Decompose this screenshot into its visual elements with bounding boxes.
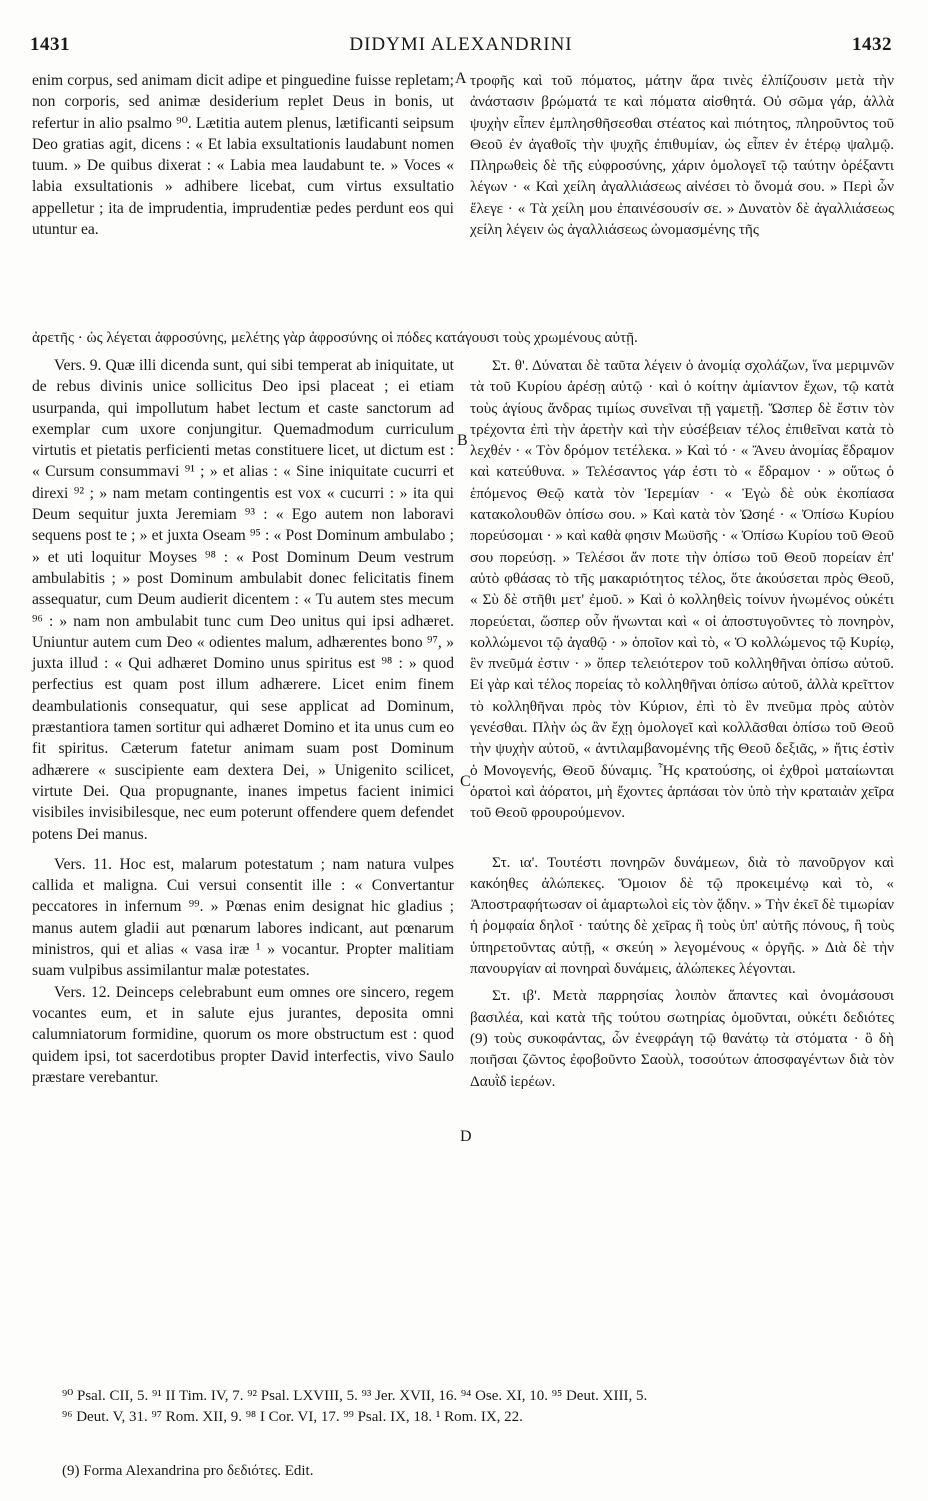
editorial-note: (9) Forma Alexandrina pro δεδιότες. Edit. xyxy=(62,1463,314,1479)
margin-letter-c: C xyxy=(460,773,471,790)
latin-column-top xyxy=(32,70,454,240)
margin-letter-a: A xyxy=(455,70,467,87)
footnotes xyxy=(62,1386,902,1428)
margin-letter-b: B xyxy=(457,432,468,449)
page-header xyxy=(30,34,892,64)
greek-column-main xyxy=(470,355,894,1092)
greek-column-top xyxy=(470,70,894,240)
greek-full-width-line: ἀρετῆς · ὡς λέγεται ἀφροσύνης, μελέτης γὰρ ἀφροσύνης οἱ πόδες κατάγουσι τοὺς χρωμένους αὐτῇ. xyxy=(32,329,638,346)
greek-paragraph-st-11: Στ. ια'. Τουτέστι πονηρῶν δυνάμεων, διὰ τὸ πανοῦργον καὶ κακόηθες ἀλώπεκες. Ὅμοιον δὲ τῷ προκειμένῳ καὶ τὸ, « Ἀποστραφήτωσαν οἱ ἁμαρτωλοὶ εἰς τὸν ᾅδην. » Τὴν ἐκεῖ δὲ τιμωρίαν ἡ ῥομφαία δηλοῖ · ταύτης δὲ χεῖρας ἢ τοὺς ὑπ' αὐτῆς πόνους, ἢ τοὺς ὑπηρετοῦντας αὐτῇ, « σκεύη » λεγομένους « ὀργῆς. » Διὰ δὲ τὴν πανουργίαν αἱ πονηραὶ δυνάμεις, ἀλώπεκες λέγονται. xyxy=(470,853,894,978)
latin-paragraph-1: enim corpus, sed animam dicit adipe et pinguedine fuisse repletam; non corporis, sed animæ desiderium replet Deus in bonis, ut refertur in alio psalmo ⁹⁰. Lætitia autem plenus, lætificanti seipsum Deo gratias agit, dicens : « Et labia exsultationis laudabunt nomen tuum. » De quibus dixerat : « Labia mea laudabunt te. » Voces « labia exsultationis » adhibere licebat, cum virtus exsultatio appelletur ; ita de imprudentia, imprudentiæ pedes perdunt eos qui utuntur ea. xyxy=(32,72,454,239)
greek-paragraph-st-9: Στ. θ'. Δύναται δὲ ταῦτα λέγειν ὁ ἀνομίᾳ σχολάζων, ἵνα μεριμνῶν τὰ τοῦ Κυρίου ἀρέσῃ αὐτῷ · καὶ ὁ κοίτην ἀμίαντον ἔχων, τῷ κατὰ τοὺς ἁγίους ἄνδρας τιμίως συνεῖναι τῇ γαμετῇ. Ὥσπερ δὲ ἔστιν τὸν τρέχοντα ἐπὶ τὴν ἀρετὴν καὶ τὴν εὐσέβειαν τέλος ἐπιθεῖναι κατὰ τὸ λεχθέν · « Τὸν δρόμον τετέλεκα. » Καὶ τό · « Ἄνευ ἀνομίας ἔδραμον καὶ κατεύθυνα. » Τελέσαντος γάρ ἐστι τὸ « ἔδραμον · » οὕτως ὁ ἑπόμενος Θεῷ κατὰ τὸν Ἱερεμίαν · « Ἐγὼ δὲ οὐκ ἐκοπίασα κατακολουθῶν ὀπίσω σου. » Καὶ κατὰ τὸν Ὠσηέ · « Ὀπίσω Κυρίου πορεύσομαι · » καὶ καθὰ φησιν Μωϋσῆς · « Ὀπίσω Κυρίου τοῦ Θεοῦ σου πορεύσῃ. » Τελέσοι ἄν ποτε τὴν ὀπίσω τοῦ Θεοῦ πορείαν ἐπ' αὐτὸ φθάσας τὸ τῆς μακαριότητος τέλος, ὅτε ἀκούσεται πρὸς Θεοῦ, « Σὺ δὲ στῆθι μετ' ἐμοῦ. » Καὶ ὁ κολληθεὶς τοίνυν ἡνωμένος οὐκέτι πορεύεται, ὥσπερ οὖν ἥνωνται καὶ « οἱ ἀποστυγοῦντες τὸ πονηρὸν, κολλώμενοι τῷ ἀγαθῷ · » ὁποῖον καὶ τὸ, « Ὁ κολλώμενος τῷ Κυρίῳ, ἓν πνεῦμά ἐστιν · » ὅπερ τελειότερον τοῦ κολληθῆναι ὀπίσω αὐτοῦ. Εἰ γὰρ καὶ τέλος πορείας τὸ κολληθῆναι ὀπίσω αὐτοῦ, ἀλλὰ κρεῖττον τὸ κολληθῆναι πρὸς τὸν Κύριον, ἐπὶ τὸ ἓν πνεῦμα πρὸς αὐτὸν γενέσθαι. Πλὴν ὡς ἂν ἔχῃ ὁμολογεῖ καὶ κολλᾶσθαι ὀπίσω τοῦ Θεοῦ τὴν ψυχὴν αὐτοῦ, « ἀντιλαμβανομένης τῆς Θεοῦ δεξιᾶς, » ἥτις ἐστὶν ὁ Μονογενής, Θεοῦ δύναμις. Ἧς κρατούσης, οἱ ἐχθροὶ ματαίωνται ὁρατοὶ καὶ ἀόρατοι, μὴ ἔχοντες ἁρπάσαι τὸν ὑπὸ τὴν κραταιὰν χεῖρα τοῦ Θεοῦ φρουρούμενον. xyxy=(470,357,894,822)
latin-column-main xyxy=(32,355,454,1088)
footnote-line-1: ⁹⁰ Psal. CII, 5. ⁹¹ II Tim. IV, 7. ⁹² Psal. LXVIII, 5. ⁹³ Jer. XVII, 16. ⁹⁴ Ose. XI, 10. ⁹⁵ Deut. XIII, 5. xyxy=(62,1388,648,1404)
greek-paragraph-1: τροφῆς καὶ τοῦ πόματος, μάτην ἄρα τινὲς ἐλπίζουσιν μετὰ τὴν ἀνάστασιν βρώματά τε καὶ πόματα αἰσθητά. Οὐ σῶμα γάρ, ἀλλὰ ψυχὴν εἶπεν ἐμπλησθῆσεσθαι στέατος καὶ πιότητος, πληροῦντος τοῦ Θεοῦ ἐν ἀγαθοῖς τὴν ψυχῆς ἐπιθυμίαν, ὡς εἶπεν ἐν ἑτέρῳ ψαλμῷ. Πληρωθεὶς δὲ τῆς εὐφροσύνης, χάριν ὁμολογεῖ τῷ ταύτην ὀρέξαντι λέγων · « Καὶ χείλη ἀγαλλιάσεως αἰνέσει τὸ ὄνομά σου. » Περὶ ὧν ἔλεγε · « Τὰ χείλη μου ἐπαινέσουσίν σε. » Δυνατὸν δὲ ἀγαλλιάσεως χείλη λέγειν ὡς ἀγαλλιάσεως ὠνομασμένης τῆς xyxy=(470,72,894,239)
greek-paragraph-st-12: Στ. ιβ'. Μετὰ παρρησίας λοιπὸν ἅπαντες καὶ ὀνομάσουσι βασιλέα, καὶ κατὰ τῆς τούτου σωτηρίας ὀμοῦνται, οὐκέτι δεδιότες (9) τοὺς συκοφάντας, ὧν ἐνεφράγη τῷ θανάτῳ τὰ στόματα · ὃ δὴ ποιῆσαι ζῶντος ἐφοβοῦντο Σαοὺλ, τοσούτων ἀποσφαγέντων διὰ τὸν Δαυῒδ ἱερέων. xyxy=(470,987,894,1090)
latin-paragraph-vers-11: Vers. 11. Hoc est, malarum potestatum ; nam natura vulpes callida et maligna. Cui versui consentit ille : « Convertantur peccatores in infernum ⁹⁹. » Pœnas enim designat hic gladius ; manus autem gladii aut pœnarum labores indicant, aut pœnarum ministros, qui et alias « vasa iræ ¹ » vocantur. Propter malitiam suam vulpibus assimilantur malæ potestates. xyxy=(32,855,454,980)
page-number-left: 1431 xyxy=(30,34,70,55)
latin-paragraph-vers-9: Vers. 9. Quæ illi dicenda sunt, qui sibi temperat ab iniquitate, ut de rebus divinis unice sollicitus Deo ipsi placeat ; ei etiam usurpanda, qui impollutum habet lectum et caste sanctorum ad exemplar cum uxore conjungitur. Quemadmodum curriculum virtutis et pietatis perficienti metas constituere licet, ut dictum est : « Cursum consummavi ⁹¹ ; » et alias : « Sine iniquitate cucurri et direxi ⁹² ; » nam metam contingentis est vox « cucurri : » ita qui Deum sequitur juxta Jeremiam ⁹³ : « Ego autem non laboravi sequens post te ; » et juxta Oseam ⁹⁵ : « Post Dominum ambulabo ; » et uti loquitur Moyses ⁹⁸ : « Post Dominum Deum vestrum ambulabitis ; » post Dominum ambulabit donec felicitatis finem assequatur, cum Deum audierit dicentem : « Tu autem stes mecum ⁹⁶ : » nam non ambulabit tunc cum Deo unitus qui ipsi adhæret. Uniuntur autem cum Deo « odientes malum, adhærentes bono ⁹⁷, » juxta illud : « Qui adhæret Domino unus spiritus est ⁹⁸ : » quod perfectius est quam post illum adhærere. Licet enim finem deambulationis consequatur, qui sese applicat ad Dominum, præstantiora tamen sortitur qui adhæret Domino et ita unus cum eo fit spiritus. Cæterum fatetur animam suam post Dominum adhærere « suscipiente eam dextera Dei, » Unigenito scilicet, virtute Dei. Qua propugnante, inanes impetus facient inimici visibiles invisibilesque, nec eum poterunt offendere quem defendet potens Dei manus. xyxy=(32,357,454,843)
margin-letter-d: D xyxy=(460,1128,472,1145)
running-title: DIDYMI ALEXANDRINI xyxy=(349,34,573,55)
latin-paragraph-vers-12: Vers. 12. Deinceps celebrabunt eum omnes ore sincero, regem vocantes eum, et in salute ejus jurantes, deposita omni calumniatorum formidine, quorum os more obstructum est : quod quidem ipsi, tot sacerdotibus propter David interfectis, vivo Saulo præstare verebantur. xyxy=(32,983,454,1086)
page-number-right: 1432 xyxy=(852,34,892,55)
footnote-line-2: ⁹⁶ Deut. V, 31. ⁹⁷ Rom. XII, 9. ⁹⁸ I Cor. VI, 17. ⁹⁹ Psal. IX, 18. ¹ Rom. IX, 22. xyxy=(62,1409,523,1425)
